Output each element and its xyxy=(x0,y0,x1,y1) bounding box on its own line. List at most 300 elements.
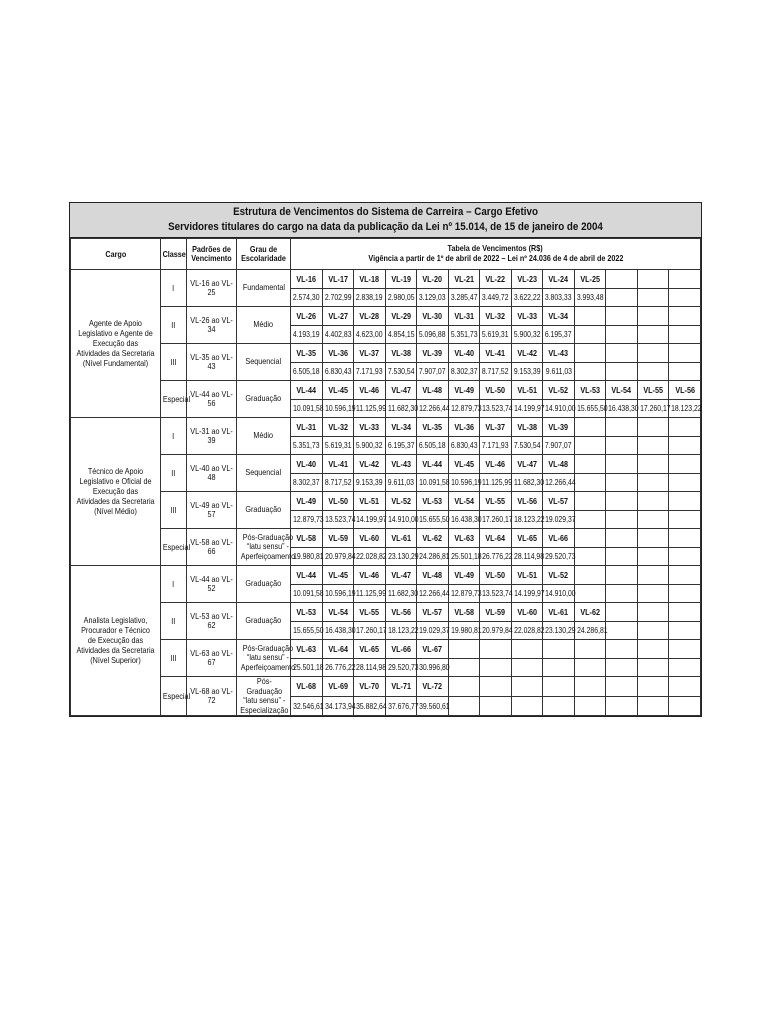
empty-cell xyxy=(669,677,701,697)
vl-code-cell: VL-70 xyxy=(354,677,386,697)
vl-code-cell: VL-43 xyxy=(385,455,417,474)
empty-cell xyxy=(637,585,669,603)
empty-cell xyxy=(669,622,701,640)
vl-code-cell: VL-47 xyxy=(385,381,417,400)
vl-code-cell: VL-53 xyxy=(417,492,449,511)
salary-value-cell: 11.682,30 xyxy=(385,585,417,603)
classe-cell: II xyxy=(161,603,187,640)
salary-value-cell: 10.596,19 xyxy=(448,474,480,492)
salary-value-cell: 17.260,17 xyxy=(637,400,669,418)
empty-cell xyxy=(637,548,669,566)
empty-cell xyxy=(669,585,701,603)
table-row xyxy=(71,307,701,326)
salary-value-cell: 3.803,33 xyxy=(543,289,575,307)
grau-cell: Pós-Graduação “latu sensu” - Aperfeiçoamento xyxy=(237,529,291,566)
salary-value-cell: 9.611,03 xyxy=(543,363,575,381)
empty-cell xyxy=(669,640,701,659)
vl-code-cell: VL-64 xyxy=(322,640,354,659)
empty-cell xyxy=(606,677,638,697)
vl-code-cell: VL-35 xyxy=(291,344,323,363)
vl-code-cell: VL-66 xyxy=(543,529,575,548)
empty-cell xyxy=(574,307,606,326)
vl-code-cell: VL-65 xyxy=(511,529,543,548)
empty-cell xyxy=(637,697,669,716)
empty-cell xyxy=(574,326,606,344)
vl-code-cell: VL-57 xyxy=(417,603,449,622)
grau-cell: Graduação xyxy=(237,566,291,603)
salary-value-cell: 14.199,97 xyxy=(354,511,386,529)
padroes-cell: VL-40 ao VL-48 xyxy=(187,455,237,492)
empty-cell xyxy=(637,677,669,697)
salary-value-cell: 18.123,22 xyxy=(511,511,543,529)
vl-code-cell: VL-61 xyxy=(543,603,575,622)
header-tabela-line1: Tabela de Vencimentos (R$) xyxy=(447,244,544,253)
salary-value-cell: 5.900,32 xyxy=(511,326,543,344)
salary-value-cell: 29.520,73 xyxy=(543,548,575,566)
salary-value-cell: 12.266,44 xyxy=(417,400,449,418)
salary-value-cell: 5.096,88 xyxy=(417,326,449,344)
empty-cell xyxy=(574,418,606,437)
salary-value-cell: 8.717,52 xyxy=(480,363,512,381)
salary-value-cell: 7.171,93 xyxy=(354,363,386,381)
empty-cell xyxy=(511,677,543,697)
salary-value-cell: 15.655,50 xyxy=(574,400,606,418)
empty-cell xyxy=(606,622,638,640)
empty-cell xyxy=(637,603,669,622)
empty-cell xyxy=(637,529,669,548)
header-cargo: Cargo xyxy=(71,239,161,270)
grau-cell: Sequencial xyxy=(237,455,291,492)
salary-value-cell: 11.682,30 xyxy=(385,400,417,418)
vl-code-cell: VL-56 xyxy=(385,603,417,622)
padroes-cell: VL-31 ao VL-39 xyxy=(187,418,237,455)
vl-code-cell: VL-65 xyxy=(354,640,386,659)
empty-cell xyxy=(574,659,606,677)
empty-cell xyxy=(669,289,701,307)
classe-cell: III xyxy=(161,344,187,381)
vl-code-cell: VL-34 xyxy=(385,418,417,437)
empty-cell xyxy=(448,659,480,677)
vl-code-cell: VL-41 xyxy=(480,344,512,363)
empty-cell xyxy=(606,270,638,289)
empty-cell xyxy=(637,640,669,659)
salary-value-cell: 25.501,18 xyxy=(448,548,480,566)
salary-value-cell: 5.619,31 xyxy=(480,326,512,344)
salary-value-cell: 6.195,37 xyxy=(543,326,575,344)
header-tabela xyxy=(291,239,701,270)
salary-value-cell: 9.153,39 xyxy=(511,363,543,381)
salary-value-cell: 7.171,93 xyxy=(480,437,512,455)
salary-value-cell: 11.125,99 xyxy=(354,585,386,603)
empty-cell xyxy=(543,697,575,716)
empty-cell xyxy=(669,363,701,381)
header-classe: Classe xyxy=(161,239,187,270)
empty-cell xyxy=(606,326,638,344)
empty-cell xyxy=(480,659,512,677)
salary-value-cell: 10.091,58 xyxy=(417,474,449,492)
vl-code-cell: VL-52 xyxy=(543,381,575,400)
empty-cell xyxy=(574,697,606,716)
empty-cell xyxy=(606,289,638,307)
salary-value-cell: 34.173,94 xyxy=(322,697,354,716)
salary-value-cell: 9.611,03 xyxy=(385,474,417,492)
vl-code-cell: VL-31 xyxy=(291,418,323,437)
empty-cell xyxy=(606,548,638,566)
empty-cell xyxy=(606,585,638,603)
salary-value-cell: 39.560,61 xyxy=(417,697,449,716)
empty-cell xyxy=(574,529,606,548)
empty-cell xyxy=(606,418,638,437)
empty-cell xyxy=(480,640,512,659)
vl-code-cell: VL-62 xyxy=(574,603,606,622)
classe-cell: II xyxy=(161,307,187,344)
salary-table xyxy=(70,238,701,716)
cargo-cell: Técnico de Apoio Legislativo e Oficial de Execução das Atividades da Secretaria (Nível Médio) xyxy=(71,418,161,566)
vl-code-cell: VL-30 xyxy=(417,307,449,326)
table-row xyxy=(71,529,701,548)
classe-cell: III xyxy=(161,492,187,529)
vl-code-cell: VL-61 xyxy=(385,529,417,548)
vl-code-cell: VL-58 xyxy=(291,529,323,548)
vl-code-cell: VL-60 xyxy=(511,603,543,622)
salary-value-cell: 4.402,83 xyxy=(322,326,354,344)
salary-value-cell: 12.879,73 xyxy=(291,511,323,529)
salary-value-cell: 18.123,22 xyxy=(385,622,417,640)
padroes-cell: VL-26 ao VL-34 xyxy=(187,307,237,344)
empty-cell xyxy=(606,307,638,326)
empty-cell xyxy=(637,363,669,381)
padroes-cell: VL-44 ao VL-56 xyxy=(187,381,237,418)
padroes-cell: VL-68 ao VL-72 xyxy=(187,677,237,716)
empty-cell xyxy=(606,492,638,511)
salary-value-cell: 10.091,58 xyxy=(291,400,323,418)
salary-value-cell: 12.879,73 xyxy=(448,400,480,418)
grau-cell: Pós-Graduação “latu sensu” - Aperfeiçoamento xyxy=(237,640,291,677)
vl-code-cell: VL-26 xyxy=(291,307,323,326)
salary-value-cell: 37.676,77 xyxy=(385,697,417,716)
grau-cell: Fundamental xyxy=(237,270,291,307)
vl-code-cell: VL-44 xyxy=(417,455,449,474)
empty-cell xyxy=(480,677,512,697)
empty-cell xyxy=(637,307,669,326)
vl-code-cell: VL-32 xyxy=(322,418,354,437)
vl-code-cell: VL-33 xyxy=(354,418,386,437)
salary-value-cell: 24.286,81 xyxy=(417,548,449,566)
empty-cell xyxy=(574,455,606,474)
salary-value-cell: 20.979,84 xyxy=(322,548,354,566)
salary-value-cell: 22.028,82 xyxy=(511,622,543,640)
salary-value-cell: 10.091,58 xyxy=(291,585,323,603)
salary-value-cell: 7.907,07 xyxy=(543,437,575,455)
vl-code-cell: VL-46 xyxy=(480,455,512,474)
vl-code-cell: VL-51 xyxy=(354,492,386,511)
classe-cell: I xyxy=(161,418,187,455)
table-row xyxy=(71,455,701,474)
empty-cell xyxy=(637,492,669,511)
vl-code-cell: VL-48 xyxy=(417,566,449,585)
salary-value-cell: 17.260,17 xyxy=(480,511,512,529)
header-grau: Grau de Escolaridade xyxy=(237,239,291,270)
empty-cell xyxy=(606,437,638,455)
empty-cell xyxy=(480,697,512,716)
empty-cell xyxy=(574,437,606,455)
salary-value-cell: 5.900,32 xyxy=(354,437,386,455)
table-row xyxy=(71,270,701,289)
empty-cell xyxy=(574,492,606,511)
vl-code-cell: VL-36 xyxy=(448,418,480,437)
salary-value-cell: 10.596,19 xyxy=(322,400,354,418)
salary-value-cell: 16.438,30 xyxy=(448,511,480,529)
salary-value-cell: 6.195,37 xyxy=(385,437,417,455)
salary-value-cell: 19.980,81 xyxy=(448,622,480,640)
salary-value-cell: 5.351,73 xyxy=(448,326,480,344)
salary-value-cell: 25.501,18 xyxy=(291,659,323,677)
vl-code-cell: VL-44 xyxy=(291,566,323,585)
salary-value-cell: 30.996,80 xyxy=(417,659,449,677)
empty-cell xyxy=(606,344,638,363)
empty-cell xyxy=(606,511,638,529)
salary-value-cell: 12.879,73 xyxy=(448,585,480,603)
salary-value-cell: 19.980,81 xyxy=(291,548,323,566)
vl-code-cell: VL-69 xyxy=(322,677,354,697)
vl-code-cell: VL-40 xyxy=(448,344,480,363)
empty-cell xyxy=(574,344,606,363)
vl-code-cell: VL-27 xyxy=(322,307,354,326)
vl-code-cell: VL-36 xyxy=(322,344,354,363)
salary-value-cell: 2.574,30 xyxy=(291,289,323,307)
salary-value-cell: 14.910,00 xyxy=(543,585,575,603)
salary-value-cell: 14.910,00 xyxy=(385,511,417,529)
salary-value-cell: 26.776,22 xyxy=(480,548,512,566)
empty-cell xyxy=(637,659,669,677)
vl-code-cell: VL-42 xyxy=(511,344,543,363)
vl-code-cell: VL-42 xyxy=(354,455,386,474)
salary-value-cell: 8.302,37 xyxy=(291,474,323,492)
header-row xyxy=(71,239,701,270)
vl-code-cell: VL-50 xyxy=(480,566,512,585)
vl-code-cell: VL-24 xyxy=(543,270,575,289)
empty-cell xyxy=(637,270,669,289)
salary-value-cell: 20.979,84 xyxy=(480,622,512,640)
empty-cell xyxy=(574,511,606,529)
vl-code-cell: VL-51 xyxy=(511,566,543,585)
vl-code-cell: VL-44 xyxy=(291,381,323,400)
empty-cell xyxy=(606,640,638,659)
vl-code-cell: VL-37 xyxy=(480,418,512,437)
classe-cell: I xyxy=(161,566,187,603)
empty-cell xyxy=(669,566,701,585)
vl-code-cell: VL-54 xyxy=(322,603,354,622)
empty-cell xyxy=(511,659,543,677)
empty-cell xyxy=(669,344,701,363)
salary-value-cell: 11.125,99 xyxy=(354,400,386,418)
table-row xyxy=(71,677,701,697)
salary-value-cell: 8.717,52 xyxy=(322,474,354,492)
padroes-cell: VL-53 ao VL-62 xyxy=(187,603,237,640)
vl-code-cell: VL-68 xyxy=(291,677,323,697)
empty-cell xyxy=(606,455,638,474)
vl-code-cell: VL-54 xyxy=(606,381,638,400)
salary-value-cell: 6.505,18 xyxy=(417,437,449,455)
empty-cell xyxy=(574,566,606,585)
empty-cell xyxy=(637,566,669,585)
vl-code-cell: VL-72 xyxy=(417,677,449,697)
empty-cell xyxy=(448,697,480,716)
vl-code-cell: VL-63 xyxy=(291,640,323,659)
salary-value-cell: 8.302,37 xyxy=(448,363,480,381)
salary-value-cell: 3.993,48 xyxy=(574,289,606,307)
salary-value-cell: 3.285,47 xyxy=(448,289,480,307)
salary-value-cell: 4.623,00 xyxy=(354,326,386,344)
empty-cell xyxy=(574,585,606,603)
empty-cell xyxy=(669,270,701,289)
padroes-cell: VL-44 ao VL-52 xyxy=(187,566,237,603)
classe-cell: II xyxy=(161,455,187,492)
title-block xyxy=(70,203,701,238)
vl-code-cell: VL-53 xyxy=(291,603,323,622)
salary-value-cell: 2.702,99 xyxy=(322,289,354,307)
salary-value-cell: 5.619,31 xyxy=(322,437,354,455)
vl-code-cell: VL-66 xyxy=(385,640,417,659)
padroes-cell: VL-63 ao VL-67 xyxy=(187,640,237,677)
vl-code-cell: VL-48 xyxy=(417,381,449,400)
padroes-cell: VL-16 ao VL-25 xyxy=(187,270,237,307)
classe-cell: Especial xyxy=(161,529,187,566)
salary-value-cell: 13.523,74 xyxy=(480,400,512,418)
empty-cell xyxy=(669,603,701,622)
empty-cell xyxy=(637,455,669,474)
vl-code-cell: VL-51 xyxy=(511,381,543,400)
vl-code-cell: VL-52 xyxy=(385,492,417,511)
vl-code-cell: VL-56 xyxy=(511,492,543,511)
vl-code-cell: VL-45 xyxy=(322,566,354,585)
classe-cell: Especial xyxy=(161,381,187,418)
vl-code-cell: VL-32 xyxy=(480,307,512,326)
vl-code-cell: VL-23 xyxy=(511,270,543,289)
salary-value-cell: 32.546,61 xyxy=(291,697,323,716)
vl-code-cell: VL-60 xyxy=(354,529,386,548)
salary-value-cell: 6.830,43 xyxy=(322,363,354,381)
vl-code-cell: VL-22 xyxy=(480,270,512,289)
vl-code-cell: VL-45 xyxy=(448,455,480,474)
empty-cell xyxy=(574,474,606,492)
empty-cell xyxy=(543,677,575,697)
empty-cell xyxy=(511,697,543,716)
empty-cell xyxy=(574,640,606,659)
grau-cell: Graduação xyxy=(237,381,291,418)
padroes-cell: VL-58 ao VL-66 xyxy=(187,529,237,566)
vl-code-cell: VL-54 xyxy=(448,492,480,511)
vl-code-cell: VL-59 xyxy=(480,603,512,622)
vl-code-cell: VL-39 xyxy=(543,418,575,437)
salary-value-cell: 14.910,00 xyxy=(543,400,575,418)
header-padroes: Padrões de Vencimento xyxy=(187,239,237,270)
vl-code-cell: VL-49 xyxy=(448,566,480,585)
empty-cell xyxy=(669,418,701,437)
salary-value-cell: 3.622,22 xyxy=(511,289,543,307)
salary-value-cell: 12.266,44 xyxy=(417,585,449,603)
empty-cell xyxy=(574,363,606,381)
salary-value-cell: 22.028,82 xyxy=(354,548,386,566)
grau-cell: Graduação xyxy=(237,603,291,640)
vl-code-cell: VL-57 xyxy=(543,492,575,511)
vl-code-cell: VL-17 xyxy=(322,270,354,289)
vl-code-cell: VL-50 xyxy=(480,381,512,400)
empty-cell xyxy=(669,548,701,566)
grau-cell: Médio xyxy=(237,307,291,344)
empty-cell xyxy=(543,640,575,659)
cargo-cell: Analista Legislativo, Procurador e Técnico de Execução das Atividades da Secretaria (Nível Superior) xyxy=(71,566,161,716)
vl-code-cell: VL-38 xyxy=(511,418,543,437)
empty-cell xyxy=(606,529,638,548)
salary-value-cell: 11.125,99 xyxy=(480,474,512,492)
vl-code-cell: VL-38 xyxy=(385,344,417,363)
classe-cell: III xyxy=(161,640,187,677)
title-line-1: Estrutura de Vencimentos do Sistema de Carreira – Cargo Efetivo xyxy=(233,206,538,218)
empty-cell xyxy=(637,622,669,640)
padroes-cell: VL-49 ao VL-57 xyxy=(187,492,237,529)
salary-value-cell: 12.266,44 xyxy=(543,474,575,492)
empty-cell xyxy=(637,511,669,529)
empty-cell xyxy=(543,659,575,677)
empty-cell xyxy=(511,640,543,659)
salary-value-cell: 14.199,97 xyxy=(511,585,543,603)
classe-cell: I xyxy=(161,270,187,307)
vl-code-cell: VL-37 xyxy=(354,344,386,363)
vl-code-cell: VL-16 xyxy=(291,270,323,289)
vl-code-cell: VL-35 xyxy=(417,418,449,437)
empty-cell xyxy=(448,640,480,659)
vl-code-cell: VL-55 xyxy=(637,381,669,400)
vl-code-cell: VL-59 xyxy=(322,529,354,548)
vl-code-cell: VL-58 xyxy=(448,603,480,622)
salary-value-cell: 4.193,19 xyxy=(291,326,323,344)
salary-value-cell: 29.520,73 xyxy=(385,659,417,677)
empty-cell xyxy=(606,697,638,716)
vl-code-cell: VL-53 xyxy=(574,381,606,400)
empty-cell xyxy=(637,344,669,363)
salary-value-cell: 3.129,03 xyxy=(417,289,449,307)
empty-cell xyxy=(606,603,638,622)
salary-value-cell: 7.530,54 xyxy=(511,437,543,455)
salary-value-cell: 13.523,74 xyxy=(322,511,354,529)
vl-code-cell: VL-43 xyxy=(543,344,575,363)
vl-code-cell: VL-63 xyxy=(448,529,480,548)
empty-cell xyxy=(448,677,480,697)
vl-code-cell: VL-18 xyxy=(354,270,386,289)
empty-cell xyxy=(669,659,701,677)
grau-cell: Graduação xyxy=(237,492,291,529)
empty-cell xyxy=(606,566,638,585)
vl-code-cell: VL-39 xyxy=(417,344,449,363)
vl-code-cell: VL-62 xyxy=(417,529,449,548)
salary-value-cell: 16.438,30 xyxy=(606,400,638,418)
vl-code-cell: VL-67 xyxy=(417,640,449,659)
padroes-cell: VL-35 ao VL-43 xyxy=(187,344,237,381)
vl-code-cell: VL-71 xyxy=(385,677,417,697)
empty-cell xyxy=(574,677,606,697)
empty-cell xyxy=(637,326,669,344)
vl-code-cell: VL-29 xyxy=(385,307,417,326)
salary-value-cell: 7.907,07 xyxy=(417,363,449,381)
title-line-2: Servidores titulares do cargo na data da publicação da Lei nº 15.014, de 15 de janeiro de 2004 xyxy=(168,221,603,233)
table-row xyxy=(71,566,701,585)
salary-value-cell: 23.130,29 xyxy=(385,548,417,566)
vl-code-cell: VL-28 xyxy=(354,307,386,326)
vl-code-cell: VL-40 xyxy=(291,455,323,474)
vl-code-cell: VL-19 xyxy=(385,270,417,289)
vl-code-cell: VL-48 xyxy=(543,455,575,474)
